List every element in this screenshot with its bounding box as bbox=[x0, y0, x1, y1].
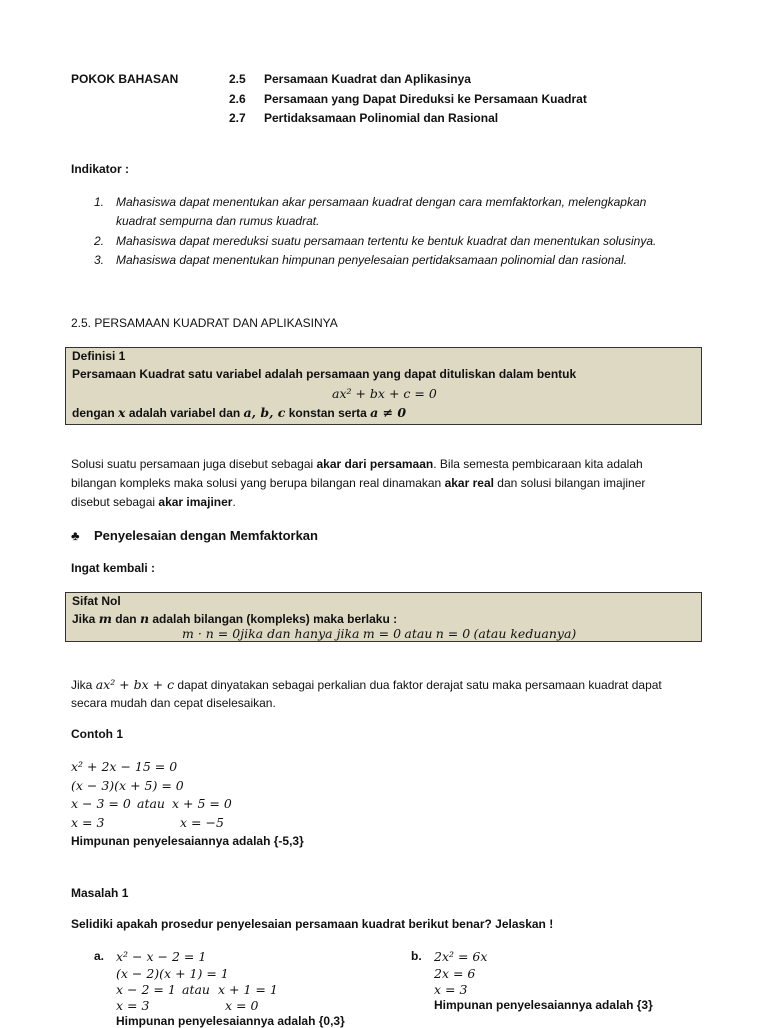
problem-question: Selidiki apakah prosedur penyelesaian persamaan kuadrat berikut benar? Jelaskan ! bbox=[71, 917, 554, 931]
term: akar dari persamaan bbox=[316, 457, 434, 471]
text: Solusi suatu persamaan juga disebut sebagai bbox=[71, 457, 317, 471]
indicator-item: Mahasiswa dapat menentukan himpunan penyelesaian pertidaksamaan polinomial dan rasional. bbox=[116, 253, 627, 267]
constants: a, b, c bbox=[243, 405, 286, 420]
example-equation: x² + 2x − 15 = 0 bbox=[71, 759, 178, 774]
topic-title: Pertidaksamaan Polinomial dan Rasional bbox=[264, 111, 499, 125]
problem-equation: 2x² = 6x bbox=[434, 949, 488, 964]
text: adalah bilangan (kompleks) maka berlaku : bbox=[149, 612, 398, 626]
text: . bbox=[232, 495, 236, 509]
solution-set: Himpunan penyelesaiannya adalah {3} bbox=[434, 998, 653, 1012]
property-title: Sifat Nol bbox=[72, 594, 121, 608]
problem-equation: x = 3 bbox=[434, 982, 468, 997]
problem-equation: x − 2 = 1 bbox=[116, 982, 176, 997]
example-equation: x = 3 bbox=[71, 815, 105, 830]
item-label: a. bbox=[94, 949, 105, 963]
topic-number: 2.5 bbox=[229, 72, 246, 86]
formula-part: jika dan hanya jika bbox=[240, 626, 360, 641]
term: akar real bbox=[444, 476, 494, 490]
pokok-bahasan-label: POKOK BAHASAN bbox=[71, 72, 179, 86]
topic-number: 2.7 bbox=[229, 111, 246, 125]
property-formula bbox=[182, 626, 576, 641]
example-title: Contoh 1 bbox=[71, 727, 123, 741]
example-equation: (x − 3)(x + 5) = 0 bbox=[71, 778, 184, 793]
text: dan solusi bilangan imajiner bbox=[493, 476, 646, 490]
problem-equation: x² − x − 2 = 1 bbox=[116, 949, 207, 964]
text: . Bila semesta pembicaraan kita adalah bbox=[433, 457, 643, 471]
indicator-title: Indikator : bbox=[71, 162, 130, 176]
text: dan bbox=[111, 612, 140, 626]
paragraph-line: secara mudah dan cepat diselesaikan. bbox=[71, 696, 276, 710]
example-equation: x = −5 bbox=[180, 815, 224, 830]
indicator-item: Mahasiswa dapat menentukan akar persamaan kuadrat dengan cara memfaktorkan, melengkapkan bbox=[116, 195, 647, 209]
paragraph-line bbox=[71, 476, 645, 490]
problem-equation: (x − 2)(x + 1) = 1 bbox=[116, 966, 229, 981]
subsection-title: Penyelesaian dengan Memfaktorkan bbox=[94, 528, 318, 543]
indicator-number: 1. bbox=[94, 195, 105, 209]
nonzero-condition: a ≠ 0 bbox=[370, 405, 407, 420]
indicator-number: 3. bbox=[94, 253, 105, 267]
paragraph-line bbox=[71, 457, 643, 471]
formula-part: atau bbox=[404, 626, 433, 641]
property-text bbox=[72, 611, 397, 626]
formula-part: m · n = 0 bbox=[182, 626, 241, 641]
text: disebut sebagai bbox=[71, 495, 159, 509]
formula-part: n = 0 bbox=[435, 626, 471, 641]
indicator-item-continued: kuadrat sempurna dan rumus kuadrat. bbox=[116, 214, 320, 228]
variable-n: n bbox=[139, 611, 150, 626]
text: dapat dinyatakan sebagai perkalian dua faktor derajat satu maka persamaan kuadrat dapat bbox=[174, 678, 662, 692]
text: bilangan kompleks maka solusi yang berupa bilangan real dinamakan bbox=[71, 476, 445, 490]
condition-text: dengan bbox=[72, 406, 115, 420]
problem-equation: x = 3 bbox=[116, 998, 150, 1013]
definition-box bbox=[65, 347, 702, 425]
inline-formula: ax² + bx + c bbox=[95, 677, 175, 692]
solution-set: Himpunan penyelesaiannya adalah {-5,3} bbox=[71, 834, 304, 848]
condition-text: adalah variabel dan bbox=[128, 406, 241, 420]
topic-number: 2.6 bbox=[229, 92, 246, 106]
atau-word: atau bbox=[182, 982, 210, 997]
section-title: 2.5. PERSAMAAN KUADRAT DAN APLIKASINYA bbox=[71, 316, 338, 330]
indicator-number: 2. bbox=[94, 234, 105, 248]
topic-title: Persamaan yang Dapat Direduksi ke Persamaan Kuadrat bbox=[264, 92, 587, 106]
definition-formula: ax² + bx + c = 0 bbox=[332, 386, 437, 401]
variable-m: m bbox=[98, 611, 112, 626]
example-equation: x + 5 = 0 bbox=[172, 796, 232, 811]
paragraph-line bbox=[71, 495, 236, 509]
formula-part: m = 0 bbox=[362, 626, 402, 641]
atau-word: atau bbox=[137, 796, 165, 811]
variable-x: x bbox=[118, 405, 126, 420]
club-bullet-icon: ♣ bbox=[71, 528, 80, 543]
definition-text: Persamaan Kuadrat satu variabel adalah persamaan yang dapat dituliskan dalam bentuk bbox=[72, 367, 577, 381]
problem-title: Masalah 1 bbox=[71, 886, 129, 900]
problem-equation: 2x = 6 bbox=[434, 966, 476, 981]
example-equation: x − 3 = 0 bbox=[71, 796, 131, 811]
topic-title: Persamaan Kuadrat dan Aplikasinya bbox=[264, 72, 471, 86]
item-label: b. bbox=[411, 949, 422, 963]
solution-set: Himpunan penyelesaiannya adalah {0,3} bbox=[116, 1014, 345, 1028]
ingat-label: Ingat kembali : bbox=[71, 561, 156, 575]
term: akar imajiner bbox=[158, 495, 233, 509]
indicator-item: Mahasiswa dapat mereduksi suatu persamaan tertentu ke bentuk kuadrat dan menentukan solusinya. bbox=[116, 234, 657, 248]
formula-part: (atau keduanya) bbox=[473, 626, 577, 641]
text: Jika bbox=[71, 678, 96, 692]
problem-equation: x + 1 = 1 bbox=[218, 982, 278, 997]
definition-condition bbox=[72, 405, 406, 420]
problem-equation: x = 0 bbox=[225, 998, 259, 1013]
definition-title: Definisi 1 bbox=[72, 349, 126, 363]
text: Jika bbox=[72, 612, 99, 626]
condition-text: konstan serta bbox=[288, 406, 367, 420]
paragraph-line bbox=[71, 677, 662, 692]
property-box bbox=[65, 592, 702, 642]
